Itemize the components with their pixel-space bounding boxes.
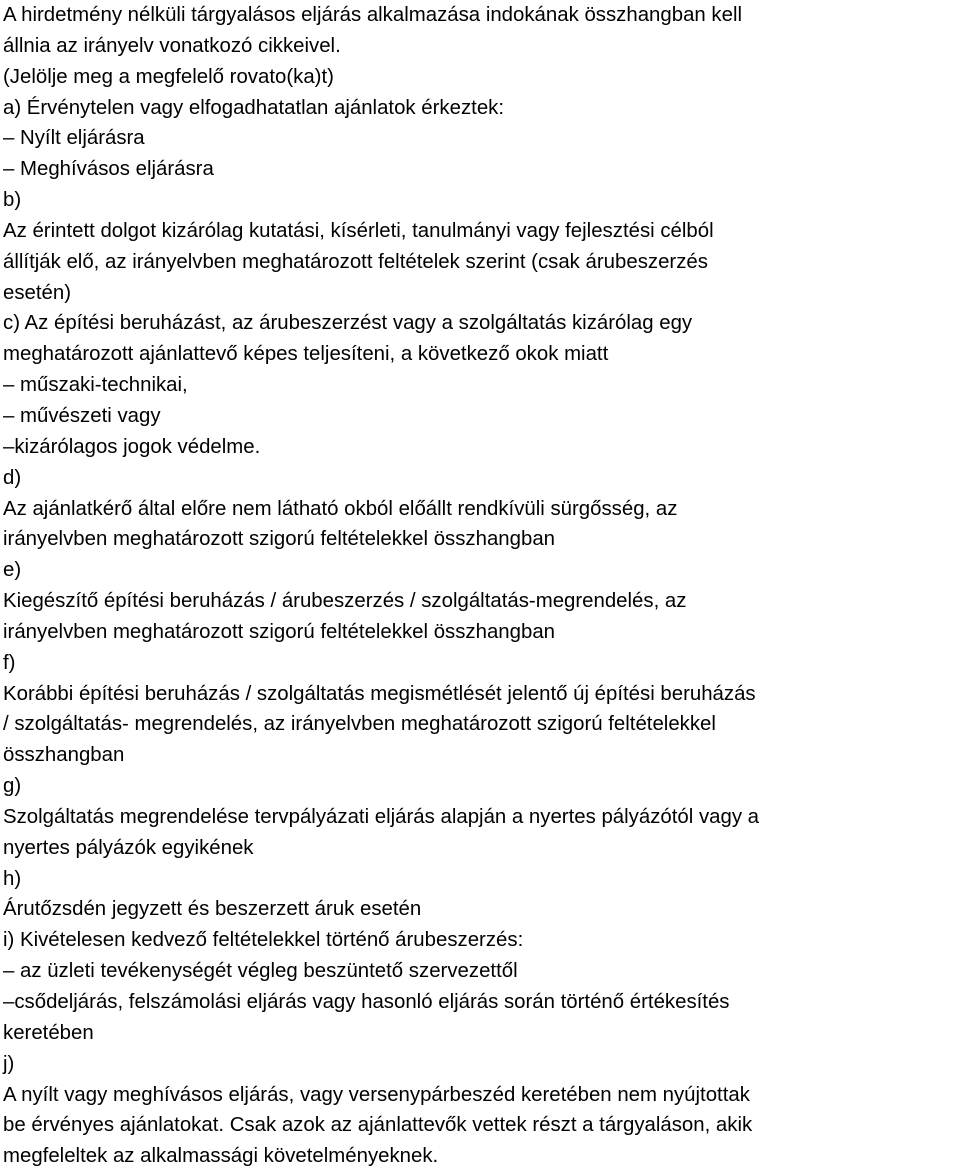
option-f-text: / szolgáltatás- megrendelés, az irányelvben meghatározott szigorú feltételekkel: [3, 713, 716, 736]
option-b-text: esetén): [3, 281, 72, 304]
option-i-heading: i) Kivételesen kedvező feltételekkel történő árubeszerzés:: [3, 929, 524, 952]
document-body: [3, 0, 958, 1172]
option-e-text: irányelvben meghatározott szigorú feltételekkel összhangban: [3, 620, 556, 643]
option-c-text: meghatározott ajánlattevő képes teljesíteni, a következő okok miatt: [3, 343, 609, 366]
option-g-text: nyertes pályázók egyikének: [3, 836, 254, 859]
text-line: A hirdetmény nélküli tárgyalásos eljárás alkalmazása indokának összhangban kell: [3, 4, 743, 26]
option-h-label: h): [3, 867, 22, 890]
option-d-label: d): [3, 466, 22, 489]
option-c-item-exclusive-rights: –kizárólagos jogok védelme.: [3, 435, 261, 458]
option-a-heading: a) Érvénytelen vagy elfogadhatatlan ajánlatok érkeztek:: [3, 96, 505, 119]
option-i-item-winding-up: – az üzleti tevékenységét végleg beszüntető szervezettől: [3, 960, 518, 983]
option-b-text: állítják elő, az irányelvben meghatározott feltételek szerint (csak árubeszerzés: [3, 250, 708, 273]
option-c-item-technical: – műszaki-technikai,: [3, 374, 188, 397]
option-b-text: Az érintett dolgot kizárólag kutatási, kísérleti, tanulmányi vagy fejlesztési célból: [3, 219, 714, 242]
option-f-label: f): [3, 651, 16, 674]
option-j-text: be érvényes ajánlatokat. Csak azok az ajánlattevők vettek részt a tárgyaláson, akik: [3, 1114, 753, 1137]
option-e-text: Kiegészítő építési beruházás / árubeszerzés / szolgáltatás-megrendelés, az: [3, 590, 687, 613]
option-j-text: megfeleltek az alkalmassági követelményeknek.: [3, 1145, 439, 1168]
option-f-text: összhangban: [3, 744, 125, 767]
option-c-item-artistic: – művészeti vagy: [3, 404, 161, 427]
option-f-text: Korábbi építési beruházás / szolgáltatás megismétlését jelentő új építési beruházás: [3, 682, 756, 705]
option-e-label: e): [3, 559, 22, 582]
option-i-item-insolvency: –csődeljárás, felszámolási eljárás vagy hasonló eljárás során történő értékesítés: [3, 991, 730, 1013]
option-i-item-insolvency: keretében: [3, 1021, 94, 1044]
option-j-label: j): [3, 1052, 15, 1075]
option-j-text: A nyílt vagy meghívásos eljárás, vagy versenypárbeszéd keretében nem nyújtottak: [3, 1083, 750, 1106]
option-c-text: c) Az építési beruházást, az árubeszerzést vagy a szolgáltatás kizárólag egy: [3, 312, 693, 335]
option-a-item-restricted: – Meghívásos eljárásra: [3, 158, 214, 181]
text-line: állnia az irányelv vonatkozó cikkeivel.: [3, 34, 341, 57]
option-h-text: Árutőzsdén jegyzett és beszerzett áruk esetén: [3, 898, 422, 921]
option-g-label: g): [3, 775, 22, 798]
instruction-line: (Jelölje meg a megfelelő rovato(ka)t): [3, 65, 334, 88]
option-d-text: irányelvben meghatározott szigorú feltételekkel összhangban: [3, 528, 556, 551]
option-d-text: Az ajánlatkérő által előre nem látható okból előállt rendkívüli sürgősség, az: [3, 497, 678, 520]
option-g-text: Szolgáltatás megrendelése tervpályázati eljárás alapján a nyertes pályázótól vagy a: [3, 805, 760, 828]
option-b-label: b): [3, 189, 22, 212]
option-a-item-open: – Nyílt eljárásra: [3, 127, 145, 150]
